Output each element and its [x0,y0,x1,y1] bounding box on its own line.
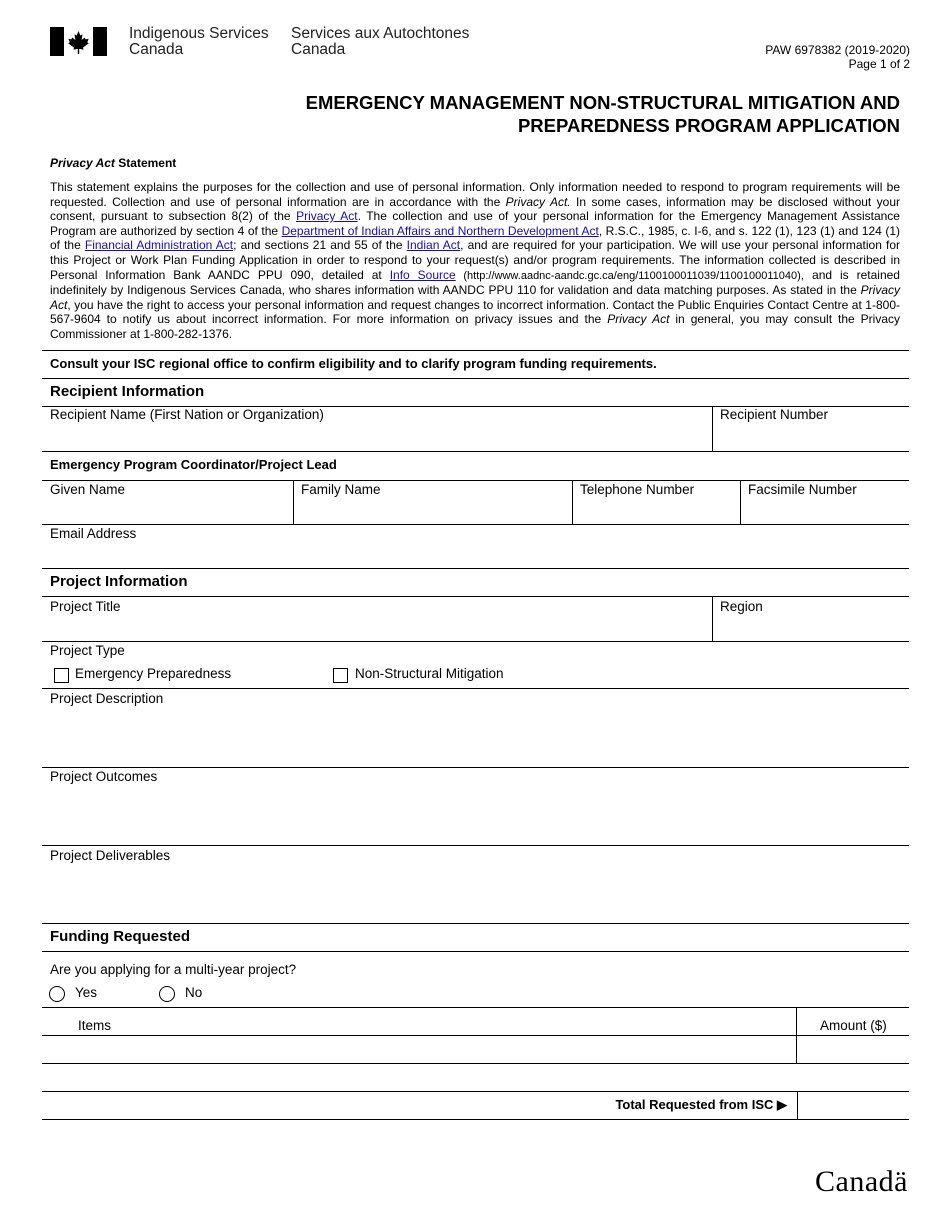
title-line1: EMERGENCY MANAGEMENT NON-STRUCTURAL MITIGATION AND [305,92,900,113]
page-indicator: Page 1 of 2 [848,57,910,71]
divider [42,451,909,452]
project-section-title: Project Information [50,573,188,590]
project-outcomes-label: Project Outcomes [50,769,158,784]
department-name-english [129,26,269,58]
divider [42,923,909,924]
telephone-label: Telephone Number [580,482,695,497]
multi-year-question: Are you applying for a multi-year project? [50,962,297,977]
title-line2: PREPAREDNESS PROGRAM APPLICATION [517,115,900,136]
privacy-text: This statement explains the purposes for the collection and use of personal information. Only information needed to respond to program requirements will be requested. Collection and use of personal information are in accordance with the [50,180,900,209]
non-structural-mitigation-checkbox[interactable] [333,668,348,683]
privacy-statement [50,180,900,342]
divider [42,1091,909,1092]
privacy-heading-rest: Statement [114,156,177,170]
department-fr-line2: Canada [291,41,346,58]
privacy-text: in general, you may consult the Privacy Commissioner at 1-800-282-1376. [50,312,901,341]
recipient-number-input[interactable] [718,426,908,450]
privacy-text: . The collection and use of your personal information for the Emergency Management Assistance Program are authorized by section 4 of the [50,209,900,238]
emergency-preparedness-checkbox[interactable] [54,668,69,683]
divider [572,480,573,525]
facsimile-input[interactable] [746,500,908,524]
project-description-input[interactable] [48,710,908,766]
dianda-act-link[interactable]: Department of Indian Affairs and Northern Development Act [281,223,599,238]
project-deliverables-label: Project Deliverables [50,848,171,863]
financial-administration-act-link[interactable]: Financial Administration Act [84,238,234,253]
page-title [200,91,900,137]
divider [42,350,909,351]
privacy-text-italic: Privacy Act [50,283,900,312]
department-fr-line1: Services aux Autochtones [291,25,470,42]
canada-wordmark: Canadä [815,1165,908,1198]
amount-input[interactable] [802,1039,908,1061]
non-structural-mitigation-label: Non-Structural Mitigation [355,666,504,681]
divider [42,1035,909,1036]
divider [42,1007,909,1008]
recipient-name-label: Recipient Name (First Nation or Organization) [50,407,324,422]
recipient-number-label: Recipient Number [720,407,829,422]
privacy-text-italic: Privacy Act. [505,194,571,209]
info-source-link[interactable]: Info Source [389,267,456,282]
divider [42,568,909,569]
department-en-line2: Canada [129,41,184,58]
given-name-input[interactable] [48,500,292,524]
privacy-text: In some cases, information may be disclosed without your consent, pursuant to subsection 8(2) of the [50,194,901,224]
divider [42,596,909,597]
project-title-label: Project Title [50,599,121,614]
indian-act-link[interactable]: Indian Act [406,238,461,253]
divider [42,845,909,846]
family-name-input[interactable] [299,500,571,524]
divider [42,1063,909,1064]
divider [42,767,909,768]
divider [42,951,909,952]
divider [42,480,909,481]
project-title-input[interactable] [48,617,712,641]
department-en-line1: Indigenous Services [129,25,269,42]
items-column-header: Items [78,1018,112,1033]
emergency-preparedness-label: Emergency Preparedness [75,666,232,681]
facsimile-label: Facsimile Number [748,482,857,497]
total-requested-label: Total Requested from ISC ▶ [615,1097,787,1112]
recipient-name-input[interactable] [48,426,712,450]
privacy-text: , R.S.C., 1985, c. I-6, and s. 122 (1), 123 (1) and 124 (1) of the [50,223,900,253]
canada-flag-icon [50,27,107,56]
divider [797,1091,798,1119]
divider [42,524,909,525]
email-label: Email Address [50,526,137,541]
family-name-label: Family Name [301,482,381,497]
divider [712,596,713,642]
multi-year-no-radio[interactable] [159,986,175,1002]
divider [293,480,294,525]
multi-year-yes-radio[interactable] [49,986,65,1002]
privacy-text: , and is retained indefinitely by Indigenous Services Canada, who shares information with AANDC PPU 110 for validation and data matching purposes. As stated in the [50,267,900,298]
privacy-text: , you have the right to access your personal information and request changes to incorrect information. Contact the Public Enquiries Contact Centre at 1-800-567-9604 to notify us about incorrect information. For more information on privacy issues and the [50,297,900,327]
privacy-text: ; and sections 21 and 55 of the [233,238,407,253]
region-input[interactable] [718,617,908,641]
privacy-text: , and are required for your participation. We will use your personal information for this Project or Work Plan Funding Application in order to respond to your request(s) and/or program requirements. The information collected is described in Personal Information Bank AANDC PPU 090, detailed at [50,238,900,282]
privacy-text-italic: Privacy Act [607,312,670,327]
form-number: PAW 6978382 (2019-2020) [765,43,910,57]
divider [42,378,909,379]
item-input[interactable] [48,1039,794,1061]
department-name-french [291,26,469,58]
multi-year-no-label: No [185,985,203,1000]
recipient-section-title: Recipient Information [50,383,205,400]
divider [42,641,909,642]
divider [740,480,741,525]
privacy-act-link[interactable]: Privacy Act [296,209,358,224]
project-description-label: Project Description [50,691,164,706]
given-name-label: Given Name [50,482,126,497]
total-amount-input[interactable] [802,1095,908,1117]
privacy-heading [50,156,176,170]
multi-year-yes-label: Yes [75,985,98,1000]
divider [712,406,713,452]
info-source-url: (http://www.aadnc-aandc.gc.ca/eng/1100100011039/1100100011040) [455,269,801,282]
project-deliverables-input[interactable] [48,867,908,923]
coordinator-section-title: Emergency Program Coordinator/Project Lead [50,457,337,472]
email-input[interactable] [48,544,908,568]
form-meta [765,43,910,71]
project-type-label: Project Type [50,643,125,658]
amount-column-header: Amount ($) [820,1018,887,1033]
divider [42,688,909,689]
privacy-heading-italic: Privacy Act [50,156,115,170]
funding-section-title: Funding Requested [50,928,190,945]
telephone-input[interactable] [578,500,740,524]
region-label: Region [720,599,763,614]
project-outcomes-input[interactable] [48,788,908,844]
divider [42,1119,909,1120]
consult-note: Consult your ISC regional office to confirm eligibility and to clarify program funding requirements. [50,356,657,371]
